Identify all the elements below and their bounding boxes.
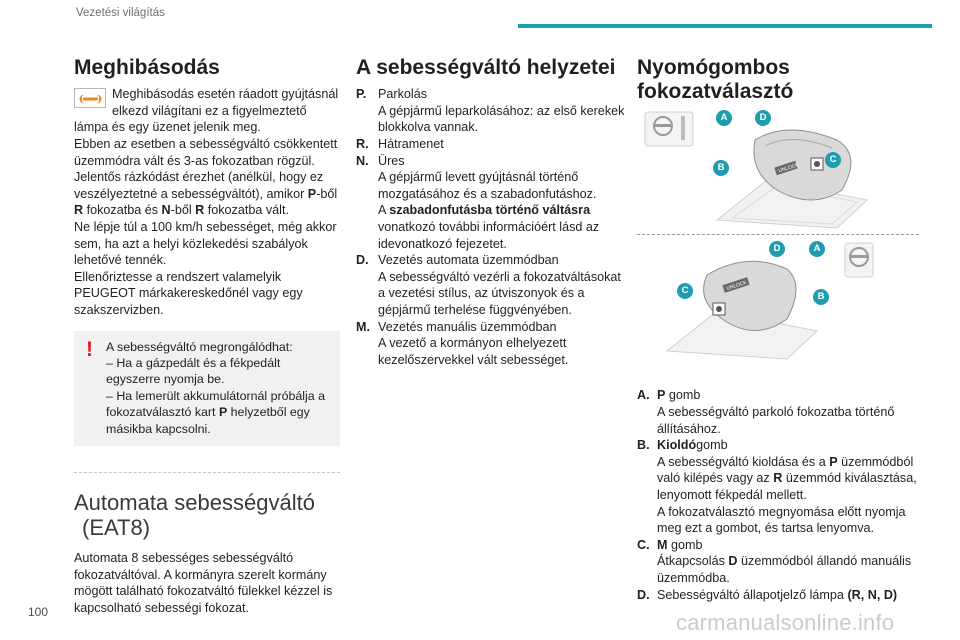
- steering-wheel-icon: [845, 243, 873, 277]
- warning-line2: – Ha a gázpedált és a fékpedált egyszerre nyomja be.: [106, 356, 281, 387]
- label-d: D: [769, 241, 785, 257]
- malfunction-p1: Ebben az esetben a sebességváltó csökkentett üzemmódra vált és 3-as fokozatban rögzül.: [74, 136, 338, 168]
- selector-illustration-lhd: [637, 110, 877, 230]
- heading-eat8: Automata sebességváltó (EAT8): [74, 489, 315, 540]
- steering-wheel-icon: [645, 112, 693, 146]
- page-number: 100: [28, 605, 49, 619]
- gear-item-d: D. Vezetés automata üzemmódban A sebességváltó vezérli a fokozatváltásokat a vezetési stílus, az útviszonyok és a gépjármű terhelése függvényében.: [356, 253, 621, 318]
- wrench-icon: [74, 88, 106, 108]
- section-divider: [74, 472, 340, 473]
- selector-legend: [637, 387, 933, 603]
- running-head: Vezetési világítás: [76, 7, 165, 19]
- legend-item-d: D. Sebességváltó állapotjelző lámpa (R, N, D): [637, 587, 898, 602]
- column-left: [74, 56, 340, 617]
- heading-gear-positions: A sebességváltó helyzetei: [356, 56, 616, 79]
- column-right: [637, 56, 933, 603]
- gear-item-m: M. Vezetés manuális üzemmódban A vezető a kormányon elhelyezett kezelőszervekkel vált sebességet.: [356, 319, 569, 367]
- warning-line3: – Ha lemerült akkumulátornál próbálja a fokozatválasztó kart P helyzetből egy másikba kapcsolni.: [106, 388, 326, 436]
- heading-malfunction: Meghibásodás: [74, 56, 220, 79]
- gear-item-r: R. Hátramenet: [356, 136, 444, 151]
- legend-item-c: C. M gomb Átkapcsolás D üzemmódból állandó manuális üzemmódba.: [637, 537, 912, 585]
- heading-push-selector: Nyomógombos fokozatválasztó: [637, 56, 794, 104]
- column-middle: [356, 56, 626, 369]
- selector-illustration-rhd: [637, 241, 877, 361]
- malfunction-p3: Ne lépje túl a 100 km/h sebességet, még akkor sem, ha azt a helyi közlekedési szabályok lehetővé tennék.: [74, 220, 337, 268]
- label-a: A: [716, 110, 732, 126]
- label-c: C: [677, 283, 693, 299]
- svg-text:UNLOCK: UNLOCK: [725, 280, 748, 293]
- gear-item-n: N. Üres A gépjármű levett gyújtásnál történő mozgatásához és a szabadonfutáshoz. A szabadonfutásba történő váltásra vonatkozó további információért lásd az idevonatkozó fejezetet.: [356, 153, 600, 251]
- eat8-text: Automata 8 sebességes sebességváltó fokozatváltóval. A kormányra szerelt kormány mögött található fokozatváltó fülekkel kézzel is kapcsolható sebességi fokozat.: [74, 551, 333, 615]
- warning-box: [74, 331, 340, 446]
- legend-item-a: A. P gomb A sebességváltó parkoló fokozatba történő állításához.: [637, 388, 895, 436]
- warning-line1: A sebességváltó megrongálódhat:: [106, 339, 293, 354]
- legend-item-b: B. Kioldógomb A sebességváltó kioldása és a P üzemmódból való kilépés vagy az R üzemmód kiválasztása, lenyomott fékpedál mellett. A fokozatválasztó megnyomása előtt nyomja meg ezt a gombot, és tartsa lenyomva.: [637, 438, 917, 536]
- label-a: A: [809, 241, 825, 257]
- malfunction-p4: Ellenőriztesse a rendszert valamelyik PEUGEOT márkakereskedőnél vagy egy szakszervizben.: [74, 269, 303, 318]
- label-b: B: [813, 289, 829, 305]
- svg-text:UNLOCK: UNLOCK: [777, 162, 800, 175]
- header-rule: [518, 24, 932, 28]
- label-b: B: [713, 160, 729, 176]
- malfunction-p2: Jelentős rázkódást érezhet (anélkül, hogy ez veszélyeztetné a sebességváltót), amikor P-ből R fokozatba és N-ből R fokozatba vált.: [74, 170, 338, 218]
- gear-item-p: P. Parkolás A gépjármű leparkolásához: az első kerekek blokkolva vannak.: [356, 87, 625, 135]
- watermark: carmanualsonline.info: [676, 610, 895, 635]
- malfunction-lead: Meghibásodás esetén ráadott gyújtásnál elkezd világítani ez a figyelmeztető lámpa és egy üzenet jelenik meg.: [74, 87, 339, 135]
- label-d: D: [755, 110, 771, 126]
- label-c: C: [825, 152, 841, 168]
- warning-icon: !: [86, 337, 93, 361]
- figure-separator: [637, 234, 919, 235]
